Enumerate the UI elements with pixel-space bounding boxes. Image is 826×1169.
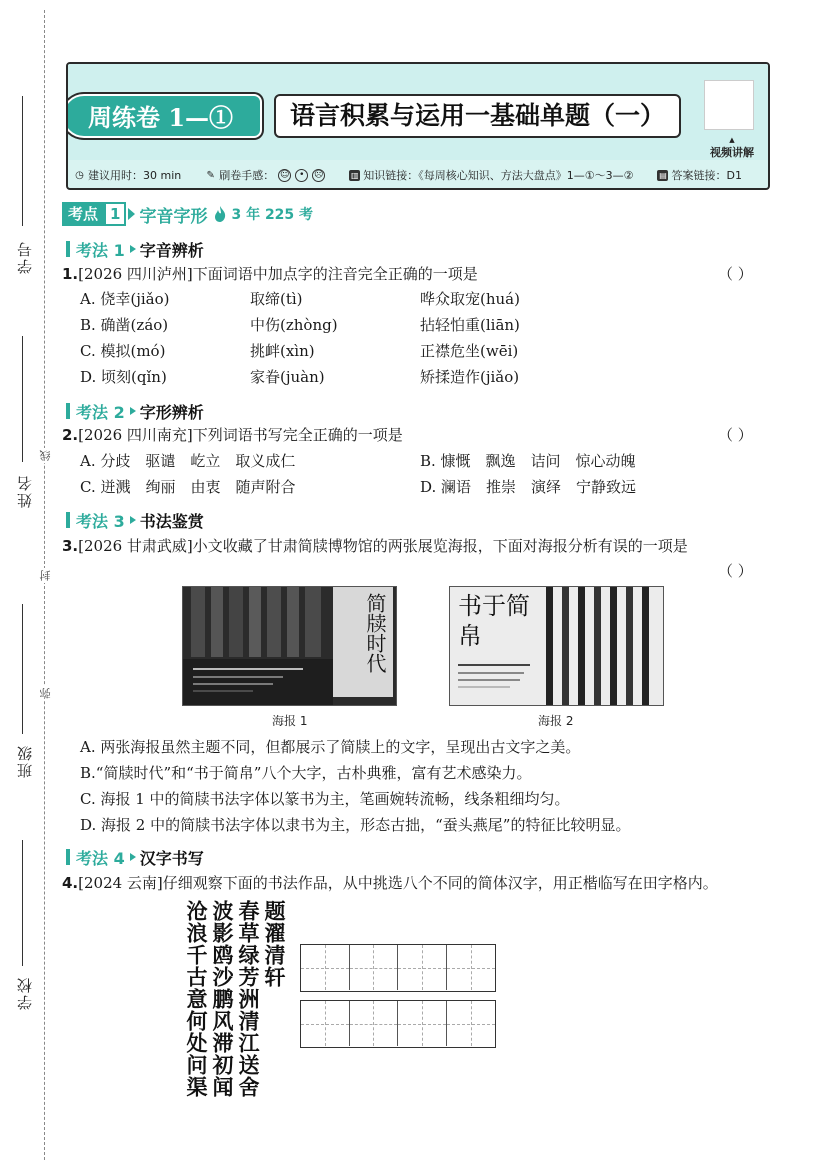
- poster-2-title: 书于简帛: [458, 592, 530, 650]
- tian-cell[interactable]: [447, 945, 496, 990]
- question-4-stem: 4.[2024 云南]仔细观察下面的书法作品，从中挑选八个不同的简体汉字，用正楷临写在田字格内。: [62, 874, 718, 892]
- seal-mark-feng: 封: [39, 570, 52, 581]
- q3-option-d: D. 海报 2 中的简牍书法字体以隶书为主，形态古拙，“蚕头燕尾”的特征比较明显。: [80, 816, 631, 834]
- video-explain-label[interactable]: ▲ 视频讲解: [694, 136, 770, 160]
- q1-option-d-3: 矫揉造作(jiǎo): [420, 368, 520, 386]
- neutral-face-icon[interactable]: •: [295, 169, 308, 182]
- tian-cell[interactable]: [350, 945, 399, 990]
- q2-option-d: D. 澜语 推崇 演绎 宁静致远: [420, 478, 637, 496]
- seal-mark-mi: 弥: [39, 688, 52, 699]
- triangle-icon: [130, 853, 136, 861]
- knowledge-link: 知识链接：《每周核心知识、方法大盘点》1—①～3—②: [363, 169, 634, 182]
- triangle-icon: [130, 407, 136, 415]
- triangle-icon: [130, 516, 136, 524]
- header-info-row: [68, 162, 768, 188]
- q1-option-a-1: A. 侥幸(jiǎo): [80, 290, 170, 308]
- section-heading-4: 考法 4 汉字书写: [66, 846, 204, 868]
- tian-cell[interactable]: [398, 945, 447, 990]
- section-heading-1: 考法 1 字音辨析: [66, 238, 204, 260]
- q1-option-b-2: 中伤(zhòng): [250, 316, 338, 334]
- school-blank: [22, 840, 23, 966]
- q1-option-c-2: 挑衅(xìn): [250, 342, 315, 360]
- section-heading-2: 考法 2 字形辨析: [66, 400, 204, 422]
- tian-cell[interactable]: [447, 1001, 496, 1046]
- class-label: 班级: [16, 744, 34, 778]
- sad-face-icon[interactable]: ☹: [314, 169, 324, 180]
- q1-option-a-2: 取缔(tì): [250, 290, 303, 308]
- tian-cell[interactable]: [350, 1001, 399, 1046]
- qr-code[interactable]: [704, 80, 754, 130]
- kaodian-stat: 3 年 225 考: [231, 207, 314, 223]
- feel-label: 刷卷手感：: [219, 169, 275, 182]
- q1-option-b-3: 拈轻怕重(liān): [420, 316, 520, 334]
- flame-icon: [213, 205, 227, 223]
- tian-grid-row-1[interactable]: [300, 944, 496, 992]
- binding-strip: [0, 0, 70, 1169]
- tian-cell[interactable]: [301, 945, 350, 990]
- calligraphy-column-2: 春草绿芳洲清江送舍: [236, 900, 261, 1098]
- question-3-stem: 3.[2026 甘肃武威]小文收藏了甘肃简牍博物馆的两张展览海报，下面对海报分析有误的一项是: [62, 537, 688, 555]
- q1-option-d-2: 家眷(juàn): [250, 368, 325, 386]
- seal-mark-line: 线: [39, 450, 52, 461]
- arrow-icon: [128, 208, 135, 220]
- q3-option-b: B.“简牍时代”和“书于简帛”八个大字，古朴典雅，富有艺术感染力。: [80, 764, 532, 782]
- calligraphy-artwork: [180, 900, 292, 1098]
- student-id-label: 学号: [16, 240, 34, 274]
- q1-option-c-1: C. 模拟(mó): [80, 342, 166, 360]
- q1-option-d-1: D. 顷刻(qǐn): [80, 368, 167, 386]
- clock-icon: ◷: [75, 169, 84, 181]
- happy-face-icon[interactable]: ☺: [280, 169, 290, 180]
- calligraphy-column-3: 波影鸥沙鹏风滞初闻: [210, 900, 235, 1098]
- kaodian-number: 1: [104, 202, 126, 226]
- up-arrow-icon: ▲: [729, 136, 735, 144]
- q1-option-c-3: 正襟危坐(wēi): [420, 342, 519, 360]
- cut-line: [44, 10, 45, 1160]
- poster-1-caption: 海报 1: [272, 714, 308, 728]
- name-label: 姓名: [16, 474, 34, 508]
- tian-cell[interactable]: [301, 1001, 350, 1046]
- worksheet-badge: 周练卷 1—①: [66, 94, 262, 138]
- poster-2: [449, 586, 664, 706]
- q2-option-b: B. 慷慨 飘逸 诘问 惊心动魄: [420, 452, 636, 470]
- kaodian-bar: [62, 202, 313, 226]
- suggested-time: 建议用时：30 min: [88, 169, 182, 182]
- book-icon: ▥: [350, 170, 359, 180]
- answer-blank-3[interactable]: （ ）: [718, 562, 753, 580]
- question-2-stem: 2.[2026 四川南充]下列词语书写完全正确的一项是: [62, 426, 403, 444]
- q1-option-b-1: B. 确凿(záo): [80, 316, 169, 334]
- pen-icon: ✎: [206, 169, 215, 181]
- q3-option-c: C. 海报 1 中的简牍书法字体以篆书为主，笔画婉转流畅，线条粗细均匀。: [80, 790, 570, 808]
- answer-link: 答案链接：D1: [671, 169, 742, 182]
- answer-blank-1[interactable]: （ ）: [718, 265, 753, 283]
- class-blank: [22, 604, 23, 734]
- kaodian-label: 考点: [62, 202, 104, 226]
- q2-option-a: A. 分歧 驱谴 屹立 取义成仁: [80, 452, 296, 470]
- triangle-icon: [130, 245, 136, 253]
- q2-option-c: C. 迸溅 绚丽 由衷 随声附合: [80, 478, 296, 496]
- tian-grid-row-2[interactable]: [300, 1000, 496, 1048]
- tian-cell[interactable]: [398, 1001, 447, 1046]
- q1-option-a-3: 哗众取宠(huá): [420, 290, 520, 308]
- answer-icon: ▤: [659, 170, 667, 180]
- worksheet-title: 语言积累与运用一基础单题（一）: [274, 94, 681, 138]
- section-heading-3: 考法 3 书法鉴赏: [66, 509, 204, 531]
- poster-1-title: 简牍时代: [363, 593, 387, 673]
- answer-blank-2[interactable]: （ ）: [718, 426, 753, 444]
- poster-1: [182, 586, 397, 706]
- calligraphy-column-1: 题濯清轩: [262, 900, 287, 988]
- kaodian-title: 字音字形: [139, 206, 208, 227]
- school-label: 学校: [16, 976, 34, 1010]
- poster-2-caption: 海报 2: [538, 714, 574, 728]
- question-1-stem: 1.[2026 四川泸州]下面词语中加点字的注音完全正确的一项是: [62, 265, 478, 283]
- q3-option-a: A. 两张海报虽然主题不同，但都展示了简牍上的文字，呈现出古文字之美。: [80, 738, 581, 756]
- worksheet-header: [66, 62, 770, 190]
- name-blank: [22, 336, 23, 462]
- student-id-blank: [22, 96, 23, 226]
- calligraphy-column-4: 沧浪千古意何处问渠: [184, 900, 209, 1098]
